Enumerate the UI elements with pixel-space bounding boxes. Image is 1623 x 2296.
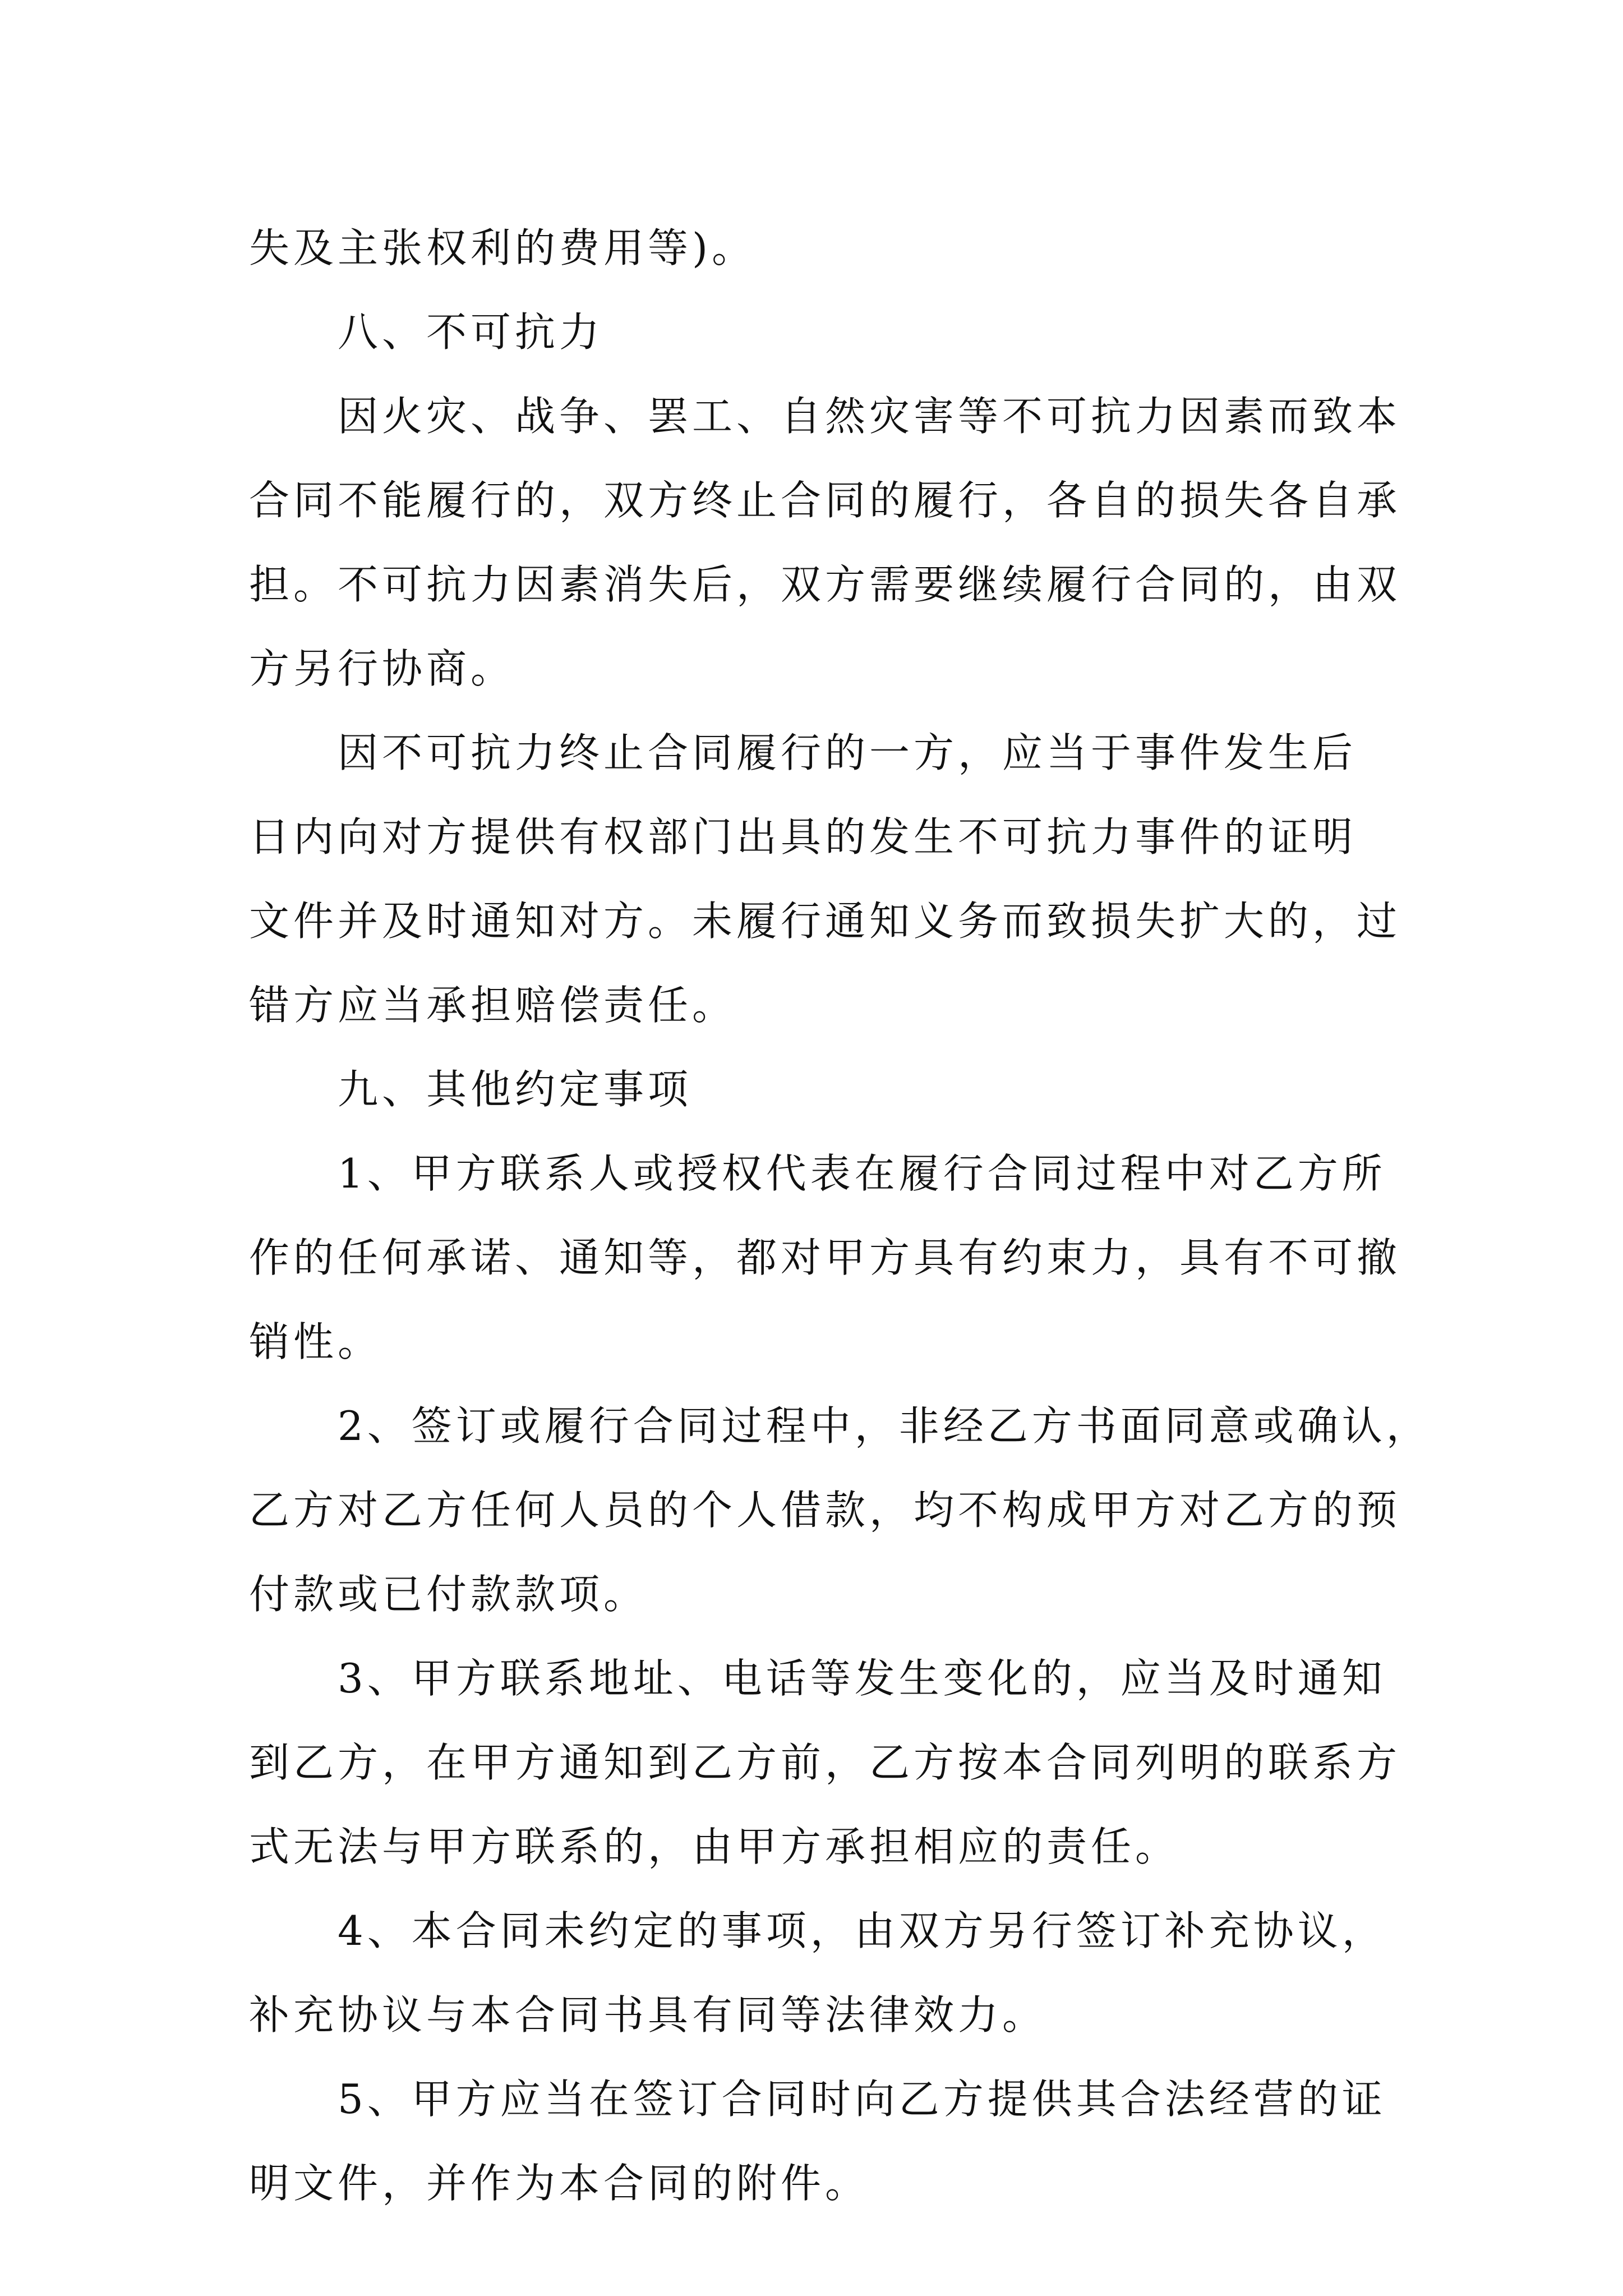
clause-2-line: 2、签订或履行合同过程中，非经乙方书面同意或确认， [338,1402,1431,1450]
clause-3-line: 式无法与甲方联系的，由甲方承担相应的责任。 [249,1823,1180,1870]
paragraph-line: 合同不能履行的，双方终止合同的履行，各自的损失各自承 [249,477,1401,524]
clause-2-line: 乙方对乙方任何人员的个人借款，均不构成甲方对乙方的预 [249,1487,1401,1534]
clause-5-line: 5、甲方应当在签订合同时向乙方提供其合法经营的证 [338,2076,1386,2123]
paragraph-line: 因不可抗力终止合同履行的一方，应当于事件发生后 [338,729,1357,776]
clause-3-line: 3、甲方联系地址、电话等发生变化的，应当及时通知 [338,1655,1386,1702]
clause-1-line: 1、甲方联系人或授权代表在履行合同过程中对乙方所 [338,1150,1386,1197]
paragraph-line: 因火灾、战争、罢工、自然灾害等不可抗力因素而致本 [338,393,1401,440]
paragraph-line: 失及主张权利的费用等)。 [249,224,757,272]
clause-5-line: 明文件，并作为本合同的附件。 [249,2160,870,2207]
paragraph-line: 担。不可抗力因素消失后，双方需要继续履行合同的，由双 [249,561,1401,608]
clause-1-line: 销性。 [249,1318,382,1365]
section-heading-other-matters: 九、其他约定事项 [338,1066,693,1113]
clause-1-line: 作的任何承诺、通知等，都对甲方具有约束力，具有不可撤 [249,1234,1401,1281]
paragraph-line: 错方应当承担赔偿责任。 [249,982,737,1029]
paragraph-line: 方另行协商。 [249,645,515,692]
paragraph-line: 日内向对方提供有权部门出具的发生不可抗力事件的证明 [249,813,1357,861]
paragraph-line: 文件并及时通知对方。未履行通知义务而致损失扩大的，过 [249,898,1401,945]
section-heading-force-majeure: 八、不可抗力 [338,309,604,356]
contract-text-body [249,206,1431,2225]
clause-3-line: 到乙方，在甲方通知到乙方前，乙方按本合同列明的联系方 [249,1739,1401,1786]
clause-4-line: 4、本合同未约定的事项，由双方另行签订补充协议， [338,1907,1386,1954]
clause-2-line: 付款或已付款款项。 [249,1571,648,1618]
clause-4-line: 补充协议与本合同书具有同等法律效力。 [249,1991,1047,2039]
